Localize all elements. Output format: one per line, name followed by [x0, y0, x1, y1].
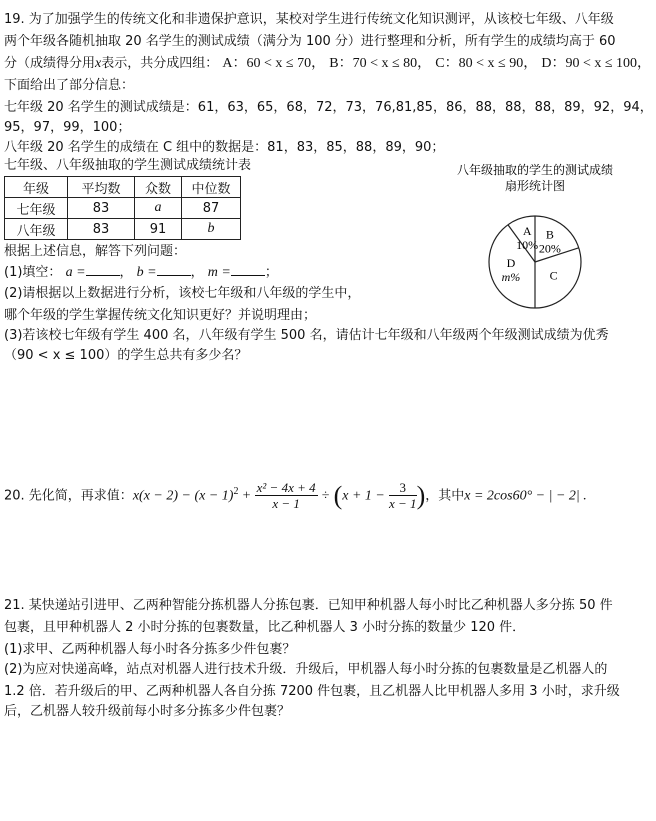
- q19-line1: 19. 为了加强学生的传统文化和非遗保护意识，某校对学生进行传统文化知识测评，从该校七年级、八年级: [4, 12, 614, 27]
- q19-line3-a: 分（成绩得分用: [4, 56, 96, 71]
- header-cell: 平均数: [68, 177, 135, 198]
- q19-part2-b: 哪个年级的学生掌握传统文化知识更好？并说明理由；: [4, 308, 317, 323]
- q20-expr-a: x(x − 2) − (x − 1): [132, 488, 234, 504]
- table-title: 七年级、八年级抽取的学生测试成绩统计表: [4, 158, 252, 173]
- q20-line: [4, 472, 587, 516]
- q19-line8: 根据上述信息，解答下列问题：: [4, 244, 187, 259]
- table-cell: a: [135, 198, 182, 219]
- q19-part3-b: （90 < x ≤ 100）的学生总共有多少名？: [4, 348, 248, 363]
- slice-value-d: m%: [501, 269, 521, 284]
- q19-line2: 两个年级各随机抽取 20 名学生的测试成绩（满分为 100 分）进行整理和分析，所有学生的成绩均高于 60: [4, 34, 616, 49]
- q20-plus: +: [242, 488, 251, 504]
- q21-line4: (2)为应对快递高峰，站点对机器人进行技术升级．升级后，甲机器人每小时分拣的包裹数量是乙机器人的: [4, 662, 608, 677]
- table-cell: 91: [135, 219, 182, 240]
- q21-line2: 包裹，且甲种机器人 2 小时分拣的包裹数量，比乙种机器人 3 小时分拣的数量少 120 件．: [4, 620, 526, 635]
- blank-b: [157, 262, 191, 276]
- var-m: m =: [207, 265, 231, 280]
- q21-line5: 1.2 倍．若升级后的甲、乙两种机器人各自分拣 7200 件包裹，且乙机器人比甲机器人多用 3 小时，求升级: [4, 684, 620, 699]
- q20-fraction-2: [389, 480, 417, 511]
- stats-table: [4, 176, 241, 240]
- q19-var-x: x: [95, 56, 102, 71]
- q20-condition: x = 2cos60° − | − 2| .: [464, 488, 587, 504]
- group-a: A：60 < x ≤ 70，: [222, 56, 326, 71]
- header-cell: 中位数: [182, 177, 241, 198]
- table-cell: 八年级: [5, 219, 68, 240]
- table-cell: 87: [182, 198, 241, 219]
- q19-part2-a: (2)请根据以上数据进行分析，该校七年级和八年级的学生中，: [4, 286, 361, 301]
- group-c: C：80 < x ≤ 90，: [435, 56, 538, 71]
- q20-numerator-2: 3: [389, 480, 417, 496]
- slice-label-c: C: [549, 268, 558, 283]
- header-cell: 年级: [5, 177, 68, 198]
- table-cell: 83: [68, 198, 135, 219]
- header-cell: 众数: [135, 177, 182, 198]
- blank-a: [86, 262, 120, 276]
- q19-part1: (1)填空： a = ， b = ， m = ；: [4, 262, 278, 283]
- blank-m: [231, 262, 265, 276]
- part1-label: (1)填空：: [4, 265, 62, 280]
- q19-part3-a: (3)若该校七年级有学生 400 名，八年级有学生 500 名，请估计七年级和八年级两个年级测试成绩为优秀: [4, 328, 609, 343]
- var-b: b =: [136, 265, 157, 280]
- pie-slices: [489, 216, 581, 308]
- paren-left: (: [333, 480, 343, 510]
- table-cell: b: [182, 219, 241, 240]
- q20-denominator: x − 1: [272, 496, 300, 512]
- q19-line5: 七年级 20 名学生的测试成绩是：61，63，65，68，72，73，76,81,85，86，88，88，88，89，92，94，: [4, 100, 653, 115]
- table-row: [5, 219, 241, 240]
- slice-label-b: B: [545, 227, 554, 242]
- slice-label-d: D: [506, 255, 516, 270]
- pie-chart: [430, 162, 640, 312]
- q20-div: ÷: [321, 488, 330, 504]
- var-a: a =: [65, 265, 86, 280]
- q20-denominator-2: x − 1: [389, 496, 417, 512]
- paren-right: ): [416, 480, 426, 510]
- q19-line6: 95，97，99，100；: [4, 120, 131, 135]
- q19-line3: [4, 54, 651, 74]
- q19-line3-b: 表示，共分成四组：: [101, 56, 219, 71]
- q19-line7: 八年级 20 名学生的成绩在 C 组中的数据是：81，83，85，88，89，90；: [4, 140, 445, 155]
- q21-line3: (1)求甲、乙两种机器人每小时各分拣多少件包裹？: [4, 642, 296, 657]
- chart-title-1: 八年级抽取的学生的测试成绩: [456, 163, 614, 177]
- q19-line4: 下面给出了部分信息：: [4, 78, 135, 93]
- table-header-row: [5, 177, 241, 198]
- chart-title-2: 扇形统计图: [504, 179, 566, 193]
- group-d: D：90 < x ≤ 100，: [541, 56, 652, 71]
- table-cell: 七年级: [5, 198, 68, 219]
- q20-expr-b: x + 1 −: [342, 488, 385, 504]
- slice-value-b: 20%: [538, 241, 561, 256]
- q20-fraction-1: [255, 480, 318, 511]
- q21-line6: 后，乙机器人较升级前每小时多分拣多少件包裹？: [4, 704, 291, 719]
- table-cell: 83: [68, 219, 135, 240]
- slice-value-a: 10%: [516, 237, 539, 252]
- q20-prefix: 20. 先化简，再求值：: [4, 488, 133, 504]
- group-b: B：70 < x ≤ 80，: [329, 56, 432, 71]
- table-row: [5, 198, 241, 219]
- slice-label-a: A: [522, 223, 532, 238]
- q20-numerator: x² − 4x + 4: [256, 480, 316, 496]
- q20-where: ，其中: [425, 488, 465, 504]
- q21-line1: 21. 某快递站引进甲、乙两种智能分拣机器人分拣包裹．已知甲种机器人每小时比乙种机器人多分拣 50 件: [4, 598, 613, 613]
- q20-exponent: 2: [233, 486, 239, 497]
